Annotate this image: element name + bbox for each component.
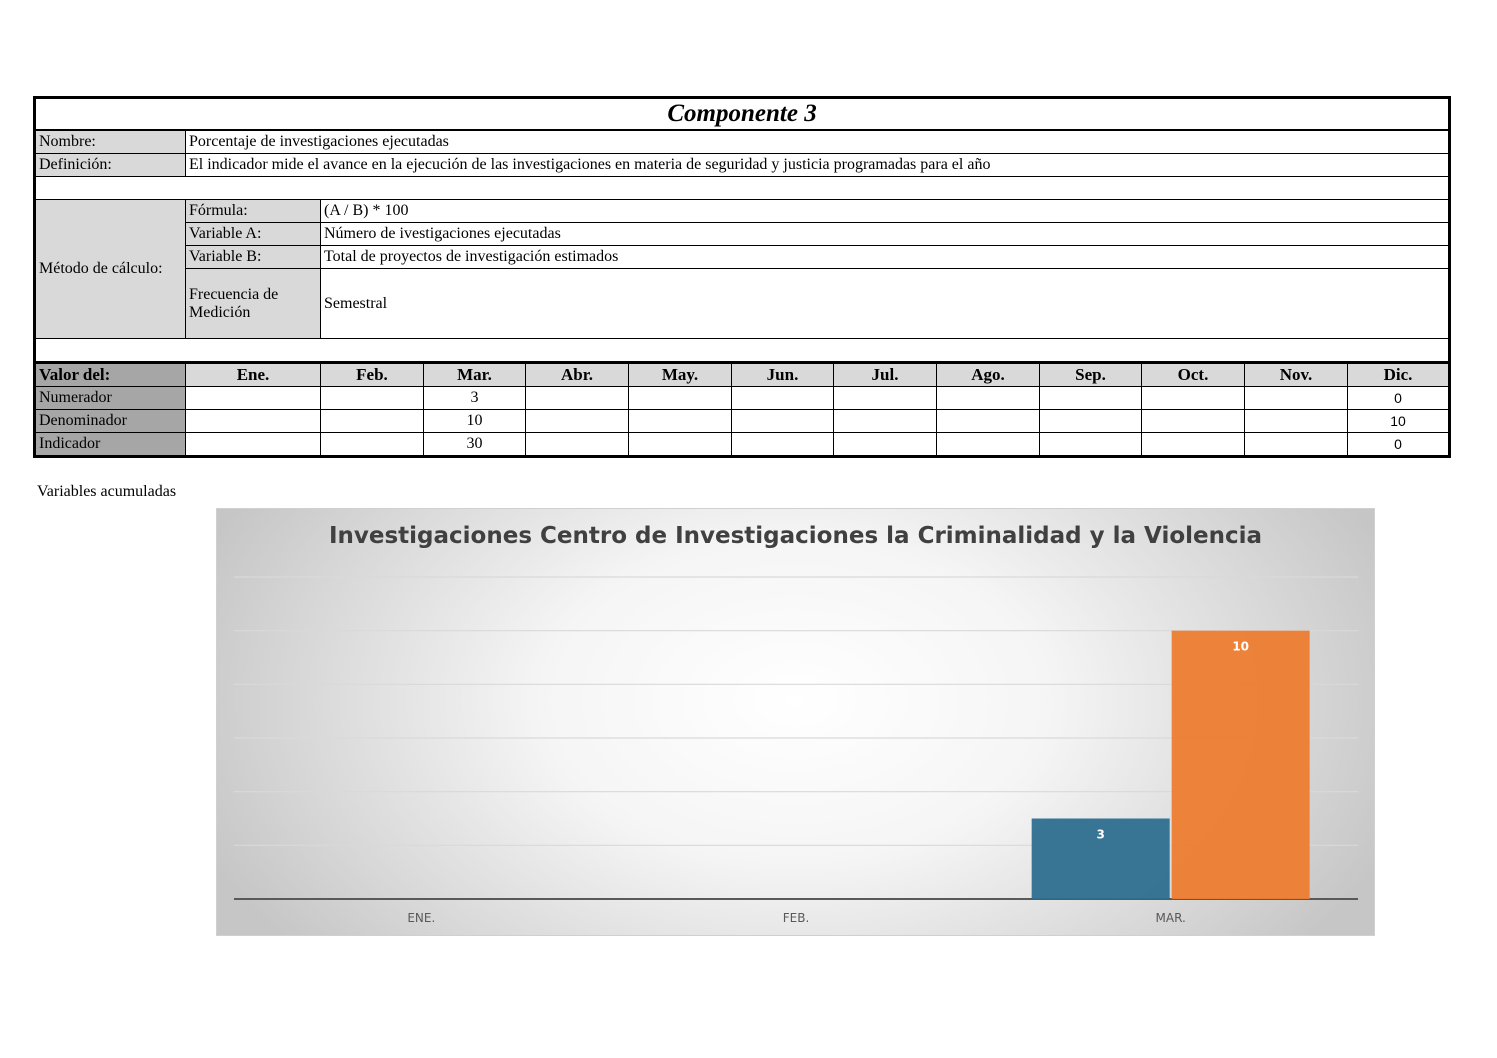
month-header: Ene. [186,363,321,387]
cell [526,433,629,457]
metodo-label: Método de cálculo: [35,200,186,339]
month-header: Sep. [1040,363,1142,387]
cell [629,387,732,410]
cell [1245,433,1348,457]
month-header: Feb. [321,363,424,387]
cell [321,410,424,433]
row-label: Numerador [35,387,186,410]
cell [1142,410,1245,433]
month-header: Mar. [424,363,526,387]
formula-value: (A / B) * 100 [321,200,1450,223]
variable-b-label: Variable B: [186,246,321,269]
cell [526,387,629,410]
cell [1040,433,1142,457]
valor-label: Valor del: [35,363,186,387]
cell [1040,387,1142,410]
data-label: 10 [1232,639,1250,654]
cell: 10 [1348,410,1450,433]
cell [629,410,732,433]
cell [321,387,424,410]
cell [937,387,1040,410]
x-tick-label: ENE. [407,911,436,925]
cell [629,433,732,457]
cell [834,433,937,457]
cell [937,410,1040,433]
row-label: Denominador [35,410,186,433]
cell [186,433,321,457]
cell [732,433,834,457]
note-variables-acumuladas: Variables acumuladas [37,483,177,500]
definicion-label: Definición: [35,154,186,177]
month-header: Jun. [732,363,834,387]
numerador-row [35,387,1450,410]
nombre-value: Porcentaje de investigaciones ejecutadas [186,130,1450,154]
indicator-sheet [33,96,1451,458]
month-header: Abr. [526,363,629,387]
cell [1245,410,1348,433]
blank-row [35,339,1450,363]
cell [1245,387,1348,410]
data-label: 3 [1096,827,1105,842]
cell [732,410,834,433]
variable-a-label: Variable A: [186,223,321,246]
cell: 0 [1348,433,1450,457]
cell [834,410,937,433]
denominador-row [35,410,1450,433]
cell: 0 [1348,387,1450,410]
row-label: Indicador [35,433,186,457]
frecuencia-label: Frecuencia de Medición [186,269,321,339]
frecuencia-value: Semestral [321,269,1450,339]
cell [526,410,629,433]
x-tick-label: FEB. [782,911,810,925]
month-header: Nov. [1245,363,1348,387]
month-header: Jul. [834,363,937,387]
indicador-row [35,433,1450,457]
variable-a-value: Número de ivestigaciones ejecutadas [321,223,1450,246]
cell [321,433,424,457]
variable-b-value: Total de proyectos de investigación estimados [321,246,1450,269]
chart-title: Investigaciones Centro de Investigaciones la Criminalidad y la Violencia [328,523,1263,549]
cell: 30 [424,433,526,457]
cell [186,410,321,433]
blank-row [35,177,1450,200]
nombre-label: Nombre: [35,130,186,154]
month-header: Ago. [937,363,1040,387]
formula-label: Fórmula: [186,200,321,223]
month-header: May. [629,363,732,387]
chart-plot [217,509,1374,935]
x-tick-label: MAR. [1155,911,1186,925]
cell [1142,387,1245,410]
cell [186,387,321,410]
month-header: Dic. [1348,363,1450,387]
definicion-value: El indicador mide el avance en la ejecución de las investigaciones en materia de seguridad y justicia programadas para el año [186,154,1450,177]
cell [1040,410,1142,433]
month-header: Oct. [1142,363,1245,387]
bar-chart [216,508,1375,936]
bar [1172,631,1310,899]
cell: 10 [424,410,526,433]
cell [937,433,1040,457]
cell: 3 [424,387,526,410]
sheet-title: Componente 3 [35,98,1450,131]
cell [834,387,937,410]
cell [1142,433,1245,457]
cell [732,387,834,410]
